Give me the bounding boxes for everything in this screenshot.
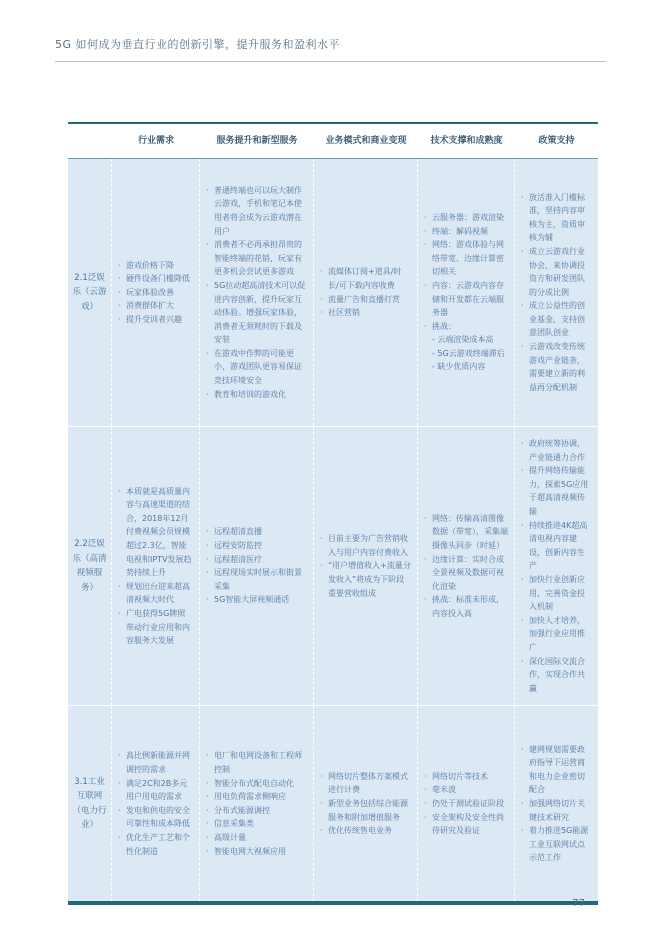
list-item bbox=[206, 749, 307, 776]
list-item bbox=[424, 770, 508, 784]
table-cell bbox=[314, 706, 418, 901]
list-item bbox=[424, 593, 508, 620]
bullet-icon: · bbox=[521, 301, 524, 311]
list-item-text: 用电负荷需求侧响应 bbox=[214, 792, 286, 802]
bullet-icon: · bbox=[521, 744, 524, 754]
bullet-icon: · bbox=[521, 246, 524, 256]
list-item-text: - 缺少优质内容 bbox=[432, 362, 486, 372]
bullet-icon: · bbox=[206, 778, 209, 788]
bullet-icon: · bbox=[424, 280, 427, 290]
bullet-icon: · bbox=[206, 240, 209, 250]
bullet-icon: · bbox=[118, 260, 121, 270]
table-cell bbox=[200, 427, 314, 705]
list-item bbox=[118, 272, 193, 286]
list-item-text: 仍处于测试验证阶段 bbox=[432, 798, 504, 808]
list-item bbox=[521, 614, 592, 655]
list-item-text: 分布式能源调控 bbox=[214, 805, 270, 815]
table-cell bbox=[200, 159, 314, 426]
bullet-icon: · bbox=[118, 805, 121, 815]
list-item-text: 优化生产工艺和个性化制造 bbox=[126, 832, 190, 856]
table-cell bbox=[418, 427, 515, 705]
bullet-icon: · bbox=[206, 280, 209, 290]
bullet-icon: · bbox=[206, 751, 209, 761]
list-item bbox=[320, 559, 411, 600]
bullet-icon: · bbox=[424, 812, 427, 822]
bullet-icon: · bbox=[206, 595, 209, 605]
list-item bbox=[206, 817, 307, 831]
list-item-text: 发电和供电的安全可靠性和成本降低 bbox=[126, 805, 190, 829]
list-item bbox=[118, 259, 193, 273]
bullet-icon: · bbox=[206, 805, 209, 815]
row-category: 2.1泛娱乐（云游戏） bbox=[68, 159, 112, 426]
header-divider bbox=[55, 61, 606, 62]
list-item-text: 广电获得5G牌照带动行业应用和内容服务大发展 bbox=[126, 608, 190, 646]
list-item bbox=[206, 539, 307, 553]
bullet-icon: · bbox=[118, 287, 121, 297]
list-item bbox=[424, 360, 508, 374]
list-item bbox=[118, 607, 193, 648]
bullet-icon: · bbox=[320, 267, 323, 277]
list-item bbox=[320, 265, 411, 292]
bullet-icon: · bbox=[118, 832, 121, 842]
list-item-text: - 云端渲染成本高 bbox=[432, 335, 494, 345]
list-item-text: 云游戏改变传统游戏产业链条，需要建立新的利益再分配机制 bbox=[529, 342, 585, 392]
bullet-icon: · bbox=[320, 534, 323, 544]
list-item-text: 高比例新能源并网调控的需求 bbox=[126, 751, 190, 774]
list-item-text: 内容：云游戏内容存储和开发都在云端服务器 bbox=[432, 280, 504, 318]
list-item bbox=[206, 593, 307, 607]
bullet-icon: · bbox=[424, 785, 427, 795]
table-row bbox=[68, 159, 598, 426]
report-table bbox=[68, 122, 598, 905]
bullet-icon: · bbox=[206, 792, 209, 802]
list-item bbox=[521, 573, 592, 614]
bullet-icon: · bbox=[206, 540, 209, 550]
list-item bbox=[521, 191, 592, 245]
list-item-text: “用户增值收入+流量分发收入”将成为下阶段重要营收组成 bbox=[328, 561, 411, 598]
bullet-icon: · bbox=[118, 486, 121, 496]
list-item-text: 深化国际交流合作，实现合作共赢 bbox=[529, 656, 585, 693]
bullet-icon: · bbox=[320, 308, 323, 318]
bullet-icon: · bbox=[320, 798, 323, 808]
list-item-text: 成立云游戏行业协会，来协调投资方和研发团队的分成比例 bbox=[529, 246, 585, 297]
list-item bbox=[521, 797, 592, 824]
list-item-text: 优化传统售电业务 bbox=[328, 826, 392, 836]
list-item bbox=[424, 347, 508, 361]
list-item-text: 信息采集类 bbox=[214, 819, 254, 829]
list-item bbox=[118, 831, 193, 858]
list-item bbox=[521, 655, 592, 696]
bullet-icon: · bbox=[521, 439, 524, 448]
list-item bbox=[206, 279, 307, 347]
list-item-text: 成立公益性的创业基金，支持创意团队创业 bbox=[529, 301, 585, 338]
list-item bbox=[521, 743, 592, 797]
list-item-text: 持续推进4K超高清电视内容建设，创新内容生产 bbox=[529, 520, 588, 571]
table-cell bbox=[112, 427, 200, 705]
list-item bbox=[206, 777, 307, 791]
list-item bbox=[521, 299, 592, 340]
bullet-icon: · bbox=[424, 321, 427, 331]
list-item bbox=[424, 225, 508, 239]
list-item bbox=[521, 824, 592, 865]
list-item-text: 网络：传输高清图像数据（带宽），采集端摄像头同步（时延） bbox=[432, 513, 508, 550]
list-item bbox=[118, 749, 193, 776]
bullet-icon: · bbox=[320, 294, 323, 304]
bullet-icon: · bbox=[118, 301, 121, 311]
list-item-text: 放活准入门槛标准，坚持内容审核为主，资质审核为辅 bbox=[529, 192, 585, 243]
list-item bbox=[424, 811, 508, 838]
bullet-icon: · bbox=[424, 240, 427, 250]
bullet-icon: · bbox=[206, 568, 209, 578]
bullet-icon: · bbox=[206, 819, 209, 829]
list-item bbox=[118, 485, 193, 580]
list-item bbox=[206, 804, 307, 818]
table-row bbox=[68, 705, 598, 901]
bullet-icon: · bbox=[521, 574, 524, 584]
list-item bbox=[206, 845, 307, 859]
list-item-text: 远程现场实时展示和街景采集 bbox=[214, 568, 302, 591]
bullet-icon: · bbox=[118, 608, 121, 618]
bullet-icon: · bbox=[118, 274, 121, 284]
bullet-icon: · bbox=[521, 342, 524, 352]
list-item-text: 智能分布式配电自动化 bbox=[214, 778, 294, 788]
list-item-text: 终端：解码视频 bbox=[432, 226, 488, 236]
list-item bbox=[424, 279, 508, 320]
bullet-icon: · bbox=[424, 554, 427, 564]
list-item-text: 普通终端也可以玩大制作云游戏，手机和笔记本使用者将会成为云游戏潜在用户 bbox=[214, 185, 302, 236]
list-item bbox=[118, 299, 193, 313]
bullet-icon: · bbox=[320, 561, 323, 571]
list-item bbox=[206, 790, 307, 804]
list-item-text: 教育和培训的游戏化 bbox=[214, 389, 286, 399]
table-header-row bbox=[68, 124, 598, 159]
list-item-text: 建网规划需要政府指导下运营商和电力企业密切配合 bbox=[529, 744, 585, 795]
list-item-text: 在游戏中作弊的可能更小，游戏团队更容易保证竞技环境安全 bbox=[214, 348, 302, 386]
list-item bbox=[206, 566, 307, 593]
bullet-icon: · bbox=[424, 513, 427, 523]
list-item bbox=[206, 184, 307, 238]
bullet-icon: · bbox=[118, 314, 121, 324]
column-header: 业务模式和商业变现 bbox=[325, 135, 407, 146]
bullet-icon: · bbox=[521, 192, 524, 202]
list-item bbox=[424, 320, 508, 334]
list-item bbox=[206, 831, 307, 845]
list-item bbox=[118, 580, 193, 607]
list-item bbox=[521, 340, 592, 394]
list-item bbox=[118, 313, 193, 327]
list-item-text: 提升网络传输能力，探索5G应用于超高清视频传输 bbox=[529, 466, 589, 516]
list-item-text: 高级计量 bbox=[214, 832, 246, 842]
table-cell bbox=[418, 159, 515, 426]
list-item-text: 远程安防监控 bbox=[214, 540, 262, 550]
column-header: 政策支持 bbox=[538, 135, 575, 146]
list-item-text: 5G智能大屏视频通话 bbox=[214, 595, 290, 605]
list-item bbox=[206, 238, 307, 279]
list-item bbox=[206, 525, 307, 539]
list-item-text: 游戏价格下降 bbox=[126, 260, 174, 270]
bullet-icon: · bbox=[118, 581, 121, 591]
bullet-icon: · bbox=[424, 226, 427, 236]
bullet-icon: · bbox=[521, 826, 524, 836]
list-item-text: 远程超清直播 bbox=[214, 527, 262, 537]
list-item-text: 提升受训者兴趣 bbox=[126, 314, 182, 324]
column-header: 服务提升和新型服务 bbox=[216, 135, 298, 146]
list-item-text: 消费者不必再承担昂贵的智能终端的花销，玩家有更多机会尝试更多游戏 bbox=[214, 240, 302, 277]
list-item bbox=[424, 211, 508, 225]
bullet-icon: · bbox=[424, 212, 427, 222]
list-item bbox=[320, 306, 411, 320]
list-item bbox=[521, 464, 592, 518]
column-header: 行业需求 bbox=[137, 135, 174, 146]
bullet-icon: · bbox=[424, 771, 427, 781]
list-item-text: 网络切片等技术 bbox=[432, 771, 488, 781]
list-item-text: 消费群体扩大 bbox=[126, 301, 174, 311]
bullet-icon: · bbox=[424, 798, 427, 808]
bullet-icon: · bbox=[320, 826, 323, 836]
list-item bbox=[424, 512, 508, 553]
list-item-text: 社区营销 bbox=[328, 308, 360, 318]
list-item-text: 挑战： bbox=[432, 321, 456, 331]
list-item-text: 着力推进5G能源工业互联网试点示范工作 bbox=[529, 826, 589, 863]
row-category: 3.1工业互联网（电力行业） bbox=[68, 706, 112, 901]
list-item bbox=[118, 286, 193, 300]
list-item-text: 安全架构及安全性尚待研究及验证 bbox=[432, 812, 504, 836]
list-item-text: 边缘计算：实时合成全景视频及数据可视化渲染 bbox=[432, 554, 504, 591]
list-item bbox=[320, 532, 411, 559]
table-cell bbox=[515, 427, 598, 705]
table-row bbox=[68, 426, 598, 705]
list-item-text: 加快行业创新应用，完善资金投入机制 bbox=[529, 574, 585, 612]
list-item-text: 智能电网大视频应用 bbox=[214, 846, 286, 856]
bullet-icon: · bbox=[206, 554, 209, 564]
list-item-text: 电厂和电网设备和工程师控制 bbox=[214, 751, 302, 774]
list-item bbox=[320, 797, 411, 824]
list-item-text: 玩家体验改善 bbox=[126, 287, 174, 297]
bullet-icon: · bbox=[206, 846, 209, 856]
list-item bbox=[424, 238, 508, 279]
list-item bbox=[206, 553, 307, 567]
list-item bbox=[424, 783, 508, 797]
list-item-text: 毫米波 bbox=[432, 785, 456, 795]
bullet-icon: · bbox=[521, 466, 524, 476]
list-item-text: 流量广告和直播打赏 bbox=[328, 294, 400, 304]
bullet-icon: · bbox=[320, 771, 323, 781]
column-header: 技术支撑和成熟度 bbox=[430, 135, 503, 146]
table-cell bbox=[515, 706, 598, 901]
table-cell bbox=[314, 427, 418, 705]
list-item bbox=[320, 770, 411, 797]
list-item-text: 目前主要为广告营销收入与用户内容付费收入 bbox=[328, 534, 408, 557]
bullet-icon: · bbox=[206, 185, 209, 195]
list-item bbox=[424, 333, 508, 347]
list-item-text: 云服务器：游戏渲染 bbox=[432, 212, 504, 222]
list-item bbox=[424, 797, 508, 811]
list-item bbox=[521, 245, 592, 299]
bullet-icon: · bbox=[206, 348, 209, 358]
list-item bbox=[118, 777, 193, 804]
bullet-icon: · bbox=[424, 595, 427, 605]
list-item-text: 硬件设备门槛降低 bbox=[126, 274, 190, 284]
bullet-icon: · bbox=[118, 751, 121, 761]
list-item-text: 规划出台迎来超高清视频大时代 bbox=[126, 581, 190, 605]
list-item-text: - 5G云游戏终端滞后 bbox=[432, 348, 505, 358]
bullet-icon: · bbox=[521, 798, 524, 808]
table-cell bbox=[418, 706, 515, 901]
list-item-text: 流媒体订阅+道具/时长/可下载内容收费 bbox=[328, 267, 402, 290]
list-item bbox=[320, 824, 411, 838]
list-item-text: 网络切片整体方案模式进行计费 bbox=[328, 771, 408, 795]
list-item bbox=[206, 347, 307, 388]
list-item bbox=[118, 804, 193, 831]
table-cell bbox=[112, 159, 200, 426]
list-item-text: 满足2C和2B多元用户用电的需求 bbox=[126, 778, 188, 802]
list-item bbox=[320, 293, 411, 307]
bullet-icon: · bbox=[118, 778, 121, 788]
table-cell bbox=[314, 159, 418, 426]
list-item bbox=[206, 388, 307, 402]
table-cell bbox=[515, 159, 598, 426]
bullet-icon: · bbox=[206, 527, 209, 537]
list-item-text: 5G拉动超高清技术可以促进内容创新，提升玩家互动体验。增强玩家体验，消费者无须耗时的下载及安装 bbox=[214, 280, 306, 345]
list-item-text: 网络：游戏体验与网络带宽、边缘计算密切相关 bbox=[432, 240, 504, 277]
list-item-text: 政府统筹协调，产业链通力合作 bbox=[529, 439, 585, 462]
row-category: 2.2泛娱乐（高清视频服务） bbox=[68, 427, 112, 705]
list-item-text: 挑战：标准未形成，内容投入高 bbox=[432, 595, 504, 618]
list-item bbox=[521, 437, 592, 464]
bullet-icon: · bbox=[206, 389, 209, 399]
table-body bbox=[68, 159, 598, 905]
table-cell bbox=[200, 706, 314, 901]
list-item-text: 新型业务包括综合能源服务和附加增值服务 bbox=[328, 798, 408, 822]
bullet-icon: · bbox=[206, 832, 209, 842]
list-item bbox=[424, 553, 508, 594]
bullet-icon: · bbox=[521, 520, 524, 530]
list-item-text: 加快人才培养，加强行业应用推广 bbox=[529, 615, 585, 652]
table-cell bbox=[112, 706, 200, 901]
bullet-icon: · bbox=[521, 615, 524, 625]
page-number: 77 bbox=[572, 898, 585, 909]
list-item-text: 加强网络切片关键技术研究 bbox=[529, 798, 585, 822]
page-title: 5G 如何成为垂直行业的创新引擎，提升服务和盈利水平 bbox=[55, 38, 341, 51]
list-item bbox=[521, 519, 592, 573]
list-item-text: 本质就是高质量内容与高速渠道的结合，2018年12月付费视频会员规模超过2.3亿，智能电视和IPTV发展趋势持续上升 bbox=[126, 486, 192, 578]
bullet-icon: · bbox=[521, 656, 524, 666]
list-item-text: 远程超清医疗 bbox=[214, 554, 262, 564]
